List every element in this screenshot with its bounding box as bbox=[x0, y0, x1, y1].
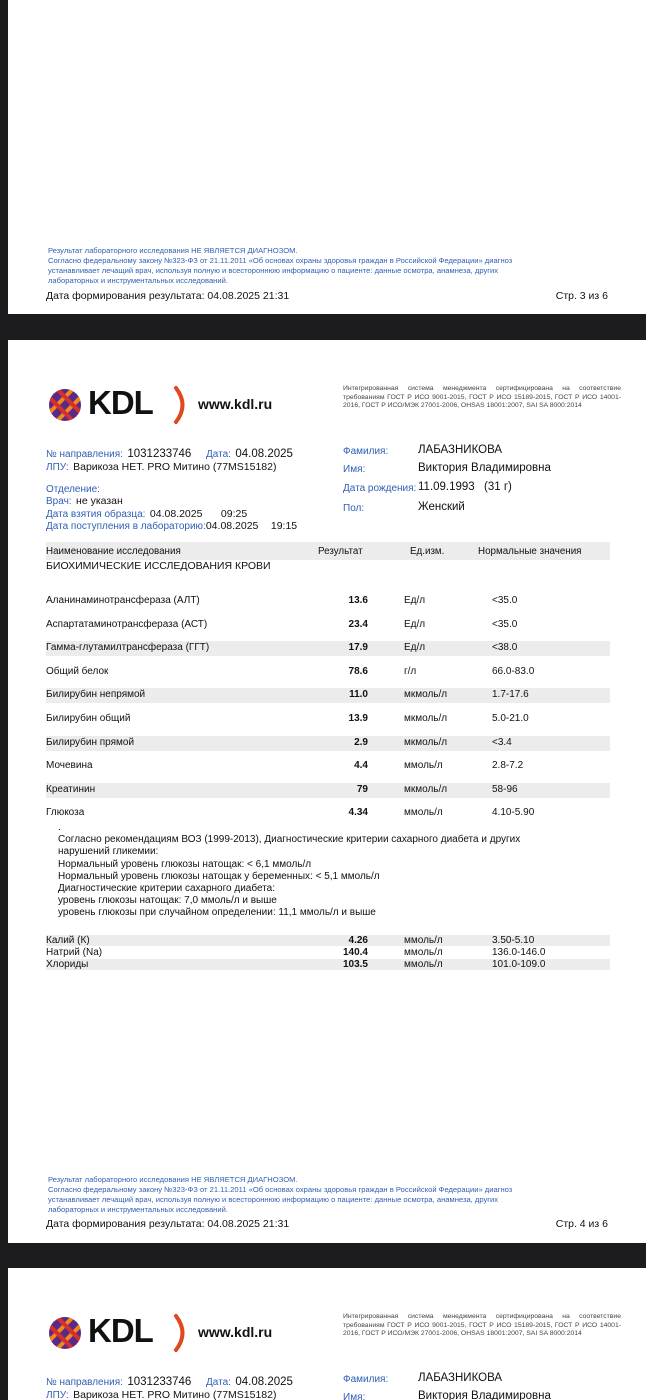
lpu-label: ЛПУ: bbox=[46, 462, 69, 473]
table-row bbox=[46, 783, 610, 798]
lpu-value: Варикоза НЕТ. PRO Митино (77MS15182) bbox=[73, 461, 277, 473]
referral-label: № направления: bbox=[46, 449, 123, 460]
row-norm: <3.4 bbox=[492, 737, 512, 748]
row-unit: мкмоль/л bbox=[404, 784, 448, 795]
lpu-line bbox=[46, 457, 276, 475]
row-name: Хлориды bbox=[46, 959, 89, 970]
name-label: Имя: bbox=[343, 464, 366, 475]
comment-line: Диагностические критерии сахарного диабета: bbox=[58, 883, 276, 895]
sex-label: Пол: bbox=[343, 503, 365, 514]
lpu-line bbox=[46, 1385, 276, 1400]
table-row bbox=[46, 935, 610, 946]
row-unit: Ед/л bbox=[404, 619, 426, 630]
row-norm: 58-96 bbox=[492, 784, 518, 795]
section-title: БИОХИМИЧЕСКИЕ ИССЛЕДОВАНИЯ КРОВИ bbox=[46, 560, 271, 572]
table-row bbox=[46, 947, 610, 958]
kdl-logo bbox=[48, 384, 288, 428]
surname-value: ЛАБАЗНИКОВА bbox=[418, 1372, 503, 1384]
table-row bbox=[46, 641, 610, 656]
table-row bbox=[46, 736, 610, 751]
kdl-url: www.kdl.ru bbox=[198, 396, 273, 412]
table-row bbox=[46, 712, 610, 727]
lab-line bbox=[46, 516, 297, 534]
kdl-logo-icon bbox=[48, 1316, 82, 1350]
header-unit: Ед.изм. bbox=[410, 546, 445, 557]
table-row bbox=[46, 959, 610, 970]
row-name: Калий (К) bbox=[46, 935, 90, 946]
row-result: 11.0 bbox=[349, 689, 368, 700]
disclaimer-line4: лабораторных и инструментальных исследований. bbox=[48, 1205, 228, 1214]
header-result: Результат bbox=[318, 546, 363, 557]
doctor-label: Врач: bbox=[46, 496, 72, 507]
dob-label: Дата рождения: bbox=[343, 483, 417, 494]
row-unit: мкмоль/л bbox=[404, 689, 448, 700]
kdl-logo-icon bbox=[48, 388, 82, 422]
row-result: 4.26 bbox=[348, 935, 368, 946]
row-result: 79 bbox=[356, 784, 368, 795]
row-norm: <38.0 bbox=[492, 642, 518, 653]
logo-chevron-icon bbox=[173, 386, 191, 424]
row-result: 13.9 bbox=[348, 713, 368, 724]
row-name: Билирубин прямой bbox=[46, 737, 135, 748]
disclaimer-line1: Результат лабораторного исследования НЕ ЯВЛЯЕТСЯ ДИАГНОЗОМ. bbox=[48, 1175, 298, 1184]
name-label: Имя: bbox=[343, 1392, 366, 1400]
row-result: 17.9 bbox=[348, 642, 368, 653]
dept-label: Отделение: bbox=[46, 484, 100, 495]
referral-number: 1031233746 bbox=[127, 448, 192, 460]
referral-date: 04.08.2025 bbox=[235, 448, 293, 460]
table-row bbox=[46, 759, 610, 774]
row-result: 4.34 bbox=[348, 807, 368, 818]
row-result: 4.4 bbox=[354, 760, 368, 771]
table-row bbox=[46, 806, 610, 821]
disclaimer-line2: Согласно федеральному закону №323-ФЗ от 21.11.2011 «Об основах охраны здоровья граждан в Российской Федерации» диагноз bbox=[48, 1185, 513, 1194]
table-row bbox=[46, 594, 610, 609]
disclaimer-line4: лабораторных и инструментальных исследований. bbox=[48, 276, 228, 285]
lpu-value: Варикоза НЕТ. PRO Митино (77MS15182) bbox=[73, 1389, 277, 1400]
iso-certification: Интегрированная система менеджмента сертифицирована на соответствие требованиям ГОСТ Р ИСО 9001-2015, ГОСТ Р ИСО 15189-2015, ГОСТ Р ИСО 14001-2016, ГОСТ Р ИСО/МЭК 27001-2006, OHSAS 18001:2007, SAI SA 8000:2014 bbox=[343, 1313, 621, 1338]
row-unit: Ед/л bbox=[404, 642, 426, 653]
sample-date: 04.08.2025 bbox=[149, 508, 203, 520]
doctor-value: не указан bbox=[76, 495, 123, 507]
date-label: Дата: bbox=[206, 1377, 231, 1388]
referral-label: № направления: bbox=[46, 1377, 123, 1388]
lab-label: Дата поступления в лабораторию: bbox=[46, 521, 206, 532]
row-unit: ммоль/л bbox=[404, 760, 443, 771]
page-number: Стр. 3 из 6 bbox=[555, 290, 608, 302]
page-number: Стр. 4 из 6 bbox=[555, 1218, 608, 1230]
kdl-logo bbox=[48, 1312, 288, 1356]
row-norm: 136.0-146.0 bbox=[492, 947, 546, 958]
disclaimer-line1: Результат лабораторного исследования НЕ ЯВЛЯЕТСЯ ДИАГНОЗОМ. bbox=[48, 246, 298, 255]
header-norm: Нормальные значения bbox=[478, 546, 582, 557]
table-row bbox=[46, 618, 610, 633]
comment-line: Согласно рекомендациям ВОЗ (1999-2013), Диагностические критерии сахарного диабета и других bbox=[58, 834, 521, 846]
row-result: 13.6 bbox=[348, 595, 368, 606]
row-name: Креатинин bbox=[46, 784, 96, 795]
lpu-label: ЛПУ: bbox=[46, 1390, 69, 1400]
row-name: Билирубин общий bbox=[46, 713, 131, 724]
kdl-url: www.kdl.ru bbox=[198, 1324, 273, 1340]
row-name: Гамма-глутамилтрансфераза (ГГТ) bbox=[46, 642, 210, 653]
row-unit: ммоль/л bbox=[404, 807, 443, 818]
sex-value: Женский bbox=[418, 501, 465, 513]
row-unit: мкмоль/л bbox=[404, 713, 448, 724]
row-norm: 66.0-83.0 bbox=[492, 666, 535, 677]
generated-date: Дата формирования результата: 04.08.2025 21:31 bbox=[46, 1218, 290, 1230]
row-norm: 2.8-7.2 bbox=[492, 760, 524, 771]
row-result: 103.5 bbox=[342, 959, 368, 970]
row-unit: Ед/л bbox=[404, 595, 426, 606]
comment-line: уровень глюкозы при случайном определении: 11,1 ммоль/л и выше bbox=[58, 907, 376, 919]
row-name: Билирубин непрямой bbox=[46, 689, 146, 700]
surname-value: ЛАБАЗНИКОВА bbox=[418, 444, 503, 456]
comment-line: . bbox=[58, 822, 61, 833]
row-name: Глюкоза bbox=[46, 807, 85, 818]
name-value: Виктория Владимировна bbox=[418, 1390, 551, 1400]
referral-number: 1031233746 bbox=[127, 1376, 192, 1388]
generated-date: Дата формирования результата: 04.08.2025 21:31 bbox=[46, 290, 290, 302]
report-page-5 bbox=[8, 1268, 646, 1400]
row-name: Мочевина bbox=[46, 760, 93, 771]
disclaimer-line3: устанавливает лечащий врач, используя полную и всестороннюю информацию о пациенте: данные осмотра, анамнеза, других bbox=[48, 266, 499, 275]
comment-line: нарушений гликемии: bbox=[58, 846, 159, 858]
row-norm: 3.50-5.10 bbox=[492, 935, 535, 946]
row-result: 140.4 bbox=[342, 947, 368, 958]
report-page-3 bbox=[8, 0, 646, 314]
row-unit: ммоль/л bbox=[404, 947, 443, 958]
row-norm: 5.0-21.0 bbox=[492, 713, 529, 724]
report-page-4 bbox=[8, 340, 646, 1243]
lab-date: 04.08.2025 bbox=[205, 520, 259, 532]
surname-label: Фамилия: bbox=[343, 1374, 389, 1385]
row-norm: 101.0-109.0 bbox=[492, 959, 546, 970]
table-row bbox=[46, 688, 610, 703]
comment-line: Нормальный уровень глюкозы натощак у беременных: < 5,1 ммоль/л bbox=[58, 870, 380, 882]
surname-label: Фамилия: bbox=[343, 446, 389, 457]
row-unit: г/л bbox=[404, 666, 417, 677]
header-name: Наименование исследования bbox=[46, 546, 181, 557]
row-norm: <35.0 bbox=[492, 619, 518, 630]
age-value: (31 г) bbox=[484, 481, 512, 493]
logo-chevron-icon bbox=[173, 1314, 191, 1352]
row-unit: ммоль/л bbox=[404, 935, 443, 946]
comment-line: Нормальный уровень глюкозы натощак: < 6,1 ммоль/л bbox=[58, 858, 312, 870]
sample-label: Дата взятия образца: bbox=[46, 509, 146, 520]
sample-time: 09:25 bbox=[220, 508, 248, 520]
disclaimer-line2: Согласно федеральному закону №323-ФЗ от 21.11.2011 «Об основах охраны здоровья граждан в Российской Федерации» диагноз bbox=[48, 256, 513, 265]
date-label: Дата: bbox=[206, 449, 231, 460]
row-name: Общий белок bbox=[46, 666, 109, 677]
row-norm: 4.10-5.90 bbox=[492, 807, 535, 818]
row-name: Натрий (Na) bbox=[46, 947, 103, 958]
row-unit: ммоль/л bbox=[404, 959, 443, 970]
comment-line: уровень глюкозы натощак: 7,0 ммоль/л и выше bbox=[58, 895, 277, 907]
kdl-logo-text: KDL bbox=[88, 1312, 153, 1349]
disclaimer-line3: устанавливает лечащий врач, используя полную и всестороннюю информацию о пациенте: данные осмотра, анамнеза, других bbox=[48, 1195, 499, 1204]
lab-time: 19:15 bbox=[270, 520, 298, 532]
table-header bbox=[46, 542, 610, 560]
row-norm: 1.7-17.6 bbox=[492, 689, 529, 700]
glucose-comment bbox=[58, 822, 520, 920]
referral-date: 04.08.2025 bbox=[235, 1376, 293, 1388]
table-row bbox=[46, 665, 610, 680]
dob-value: 11.09.1993 bbox=[418, 481, 475, 493]
iso-certification: Интегрированная система менеджмента сертифицирована на соответствие требованиям ГОСТ Р ИСО 9001-2015, ГОСТ Р ИСО 15189-2015, ГОСТ Р ИСО 14001-2016, ГОСТ Р ИСО/МЭК 27001-2006, OHSAS 18001:2007, SAI SA 8000:2014 bbox=[343, 385, 621, 410]
row-result: 78.6 bbox=[348, 666, 368, 677]
row-result: 23.4 bbox=[348, 619, 368, 630]
row-norm: <35.0 bbox=[492, 595, 518, 606]
name-value: Виктория Владимировна bbox=[418, 462, 551, 474]
row-name: Аспартатаминотрансфераза (АСТ) bbox=[46, 619, 208, 630]
row-name: Аланинаминотрансфераза (АЛТ) bbox=[46, 595, 200, 606]
row-result: 2.9 bbox=[354, 737, 368, 748]
kdl-logo-text: KDL bbox=[88, 384, 153, 421]
row-unit: мкмоль/л bbox=[404, 737, 448, 748]
